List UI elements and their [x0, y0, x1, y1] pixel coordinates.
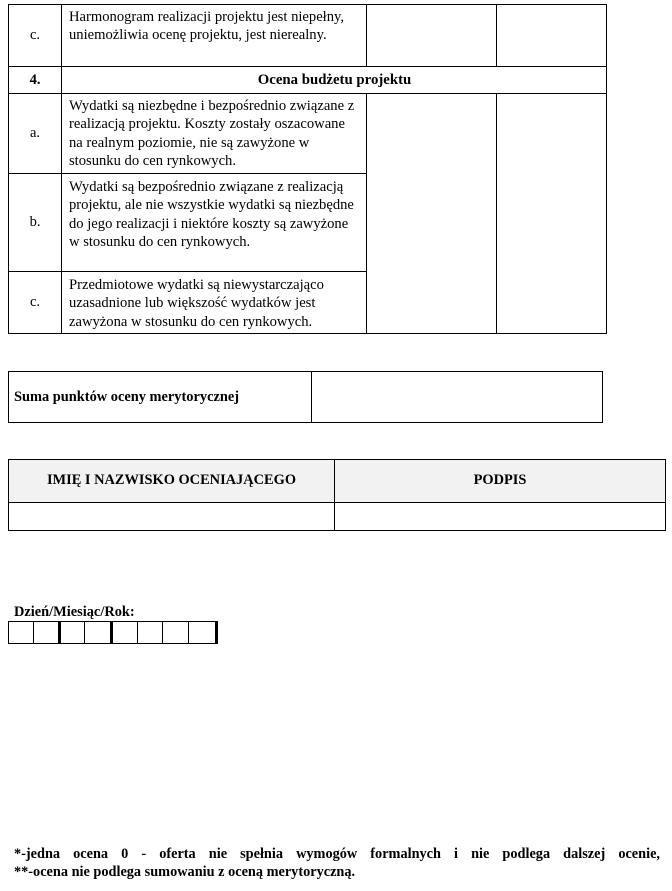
- row-description: Wydatki są bezpośrednio związane z realizacją projektu, ale nie wszystkie wydatki są niezbędne do jego realizacji i niektóre koszty są zawyżone w stosunku do cen rynkowych.: [69, 179, 354, 250]
- footnote-1: *-jedna ocena 0 - oferta nie spełnia wymogów formalnych i nie podlega dalszej ocenie,: [14, 846, 660, 862]
- row-letter: c.: [29, 294, 41, 310]
- signature-field[interactable]: [335, 503, 665, 530]
- date-label: Dzień/Miesiąc/Rok:: [14, 604, 135, 620]
- summary-value-field[interactable]: [312, 372, 602, 422]
- evaluator-name-field[interactable]: [9, 503, 334, 530]
- row-letter: a.: [29, 124, 41, 141]
- footnote-2: **-ocena nie podlega sumowaniu z oceną merytoryczną.: [14, 864, 356, 880]
- row-letter: c.: [29, 26, 41, 43]
- score-cell[interactable]: [367, 94, 496, 333]
- score-cell[interactable]: [497, 5, 606, 66]
- score-cell[interactable]: [497, 94, 606, 333]
- row-letter: b.: [29, 214, 41, 230]
- summary-label: Suma punktów oceny merytorycznej: [14, 388, 240, 405]
- section-title: Ocena budżetu projektu: [257, 71, 412, 88]
- date-boxes[interactable]: [8, 621, 218, 644]
- score-cell[interactable]: [367, 5, 496, 66]
- evaluator-name-header: IMIĘ I NAZWISKO OCENIAJĄCEGO: [9, 459, 334, 502]
- row-description: Przedmiotowe wydatki są niewystarczająco uzasadnione lub większość wydatków jest zawyżona w stosunku do cen rynkowych.: [69, 277, 324, 330]
- row-description: Harmonogram realizacji projektu jest niepełny, uniemożliwia ocenę projektu, jest nierealny.: [69, 9, 345, 44]
- signature-header: PODPIS: [335, 459, 665, 502]
- section-number: 4.: [29, 71, 41, 88]
- row-description: Wydatki są niezbędne i bezpośrednio związane z realizacją projektu. Koszty zostały oszacowane na realnym poziomie, nie są zawyżone w stosunku do cen rynkowych.: [69, 98, 355, 169]
